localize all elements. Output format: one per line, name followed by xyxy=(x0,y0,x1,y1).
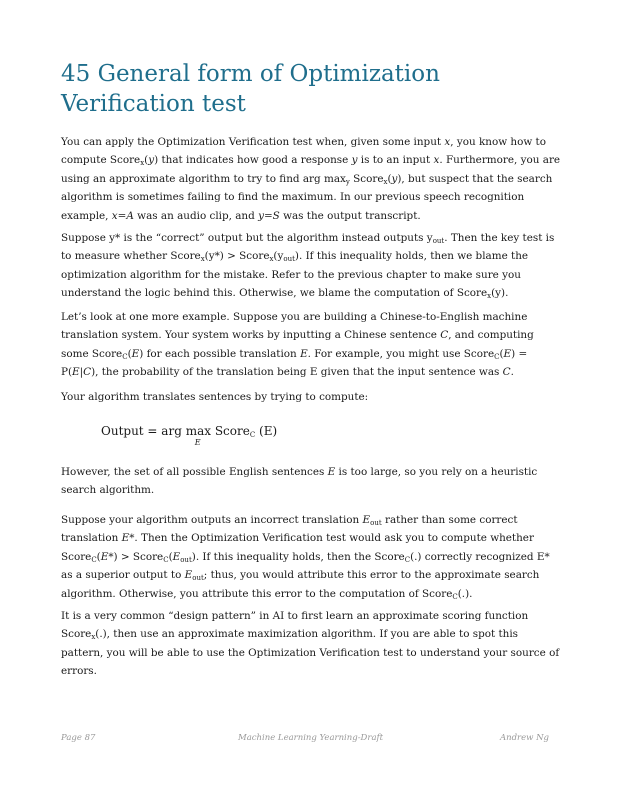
paragraph-4: Your algorithm translates sentences by trying to compute: xyxy=(61,391,369,403)
paragraph-1: You can apply the Optimization Verification test when, given some input x, you know how to compute Score$_x$(y) that indicates how good a response y is to an input x. Furthermore, you are using an approximate algorithm to try to find arg $\max_y$ Score$_x$(y), but suspect that the search algorithm is sometimes failing to find the maximum. In our previous speech recognition example, x=A was an audio clip, and y=S was the output transcript. xyxy=(61,136,561,222)
paragraph-6: Suppose your algorithm outputs an incorrect translation $E_{out}$ rather than some correct translation E*. Then the Optimization Verification test would ask you to compute whether Score$_C$(E*) > $Score_C(E_{out})$. If this inequality holds, then the Score$_C$(.) correctly recognized E* as a superior output to $E_{out}$; thus, you would attribute this error to the approximate search algorithm. Otherwise, you attribute this error to the computation of Score$_C$(.). xyxy=(61,514,550,601)
footer-page-number: Page 87 xyxy=(61,733,96,743)
footer-author: Andrew Ng xyxy=(499,733,549,743)
paragraph-7: It is a very common “design pattern” in AI to first learn an approximate scoring function Score$_x$(.), then use an approximate maximization algorithm. If you are able to spot this pattern, you will be able to use the Optimization Verification test to understand your source of errors. xyxy=(61,610,560,678)
page-title: 45 General form of Optimization Verification test xyxy=(61,61,440,117)
paragraph-2: Suppose y* is the “correct” output but the algorithm instead outputs $y_{out}$. Then the key test is to measure whether Score$_x$(y*) > $Score_x(y_{out})$. If this inequality holds, then we blame the optimization algorithm for the mistake. Refer to the previous chapter to make sure you understand the logic behind this. Otherwise, we blame the computation of Score$_x$(y). xyxy=(61,232,555,301)
equation-output-argmax: Output = arg max E Score$_C$ (E) xyxy=(101,424,278,447)
paragraph-3: Let’s look at one more example. Suppose you are building a Chinese-to-English machine translation system. Your system works by inputting a Chinese sentence C, and computing some Score$_C$(E) for each possible translation E. For example, you might use Score$_C$(E) = P(E|C), the probability of the translation being E given that the input sentence was C. xyxy=(61,311,534,379)
paragraph-5: However, the set of all possible English sentences E is too large, so you rely on a heuristic search algorithm. xyxy=(61,466,538,497)
footer-book-title: Machine Learning Yearning-Draft xyxy=(238,733,384,743)
